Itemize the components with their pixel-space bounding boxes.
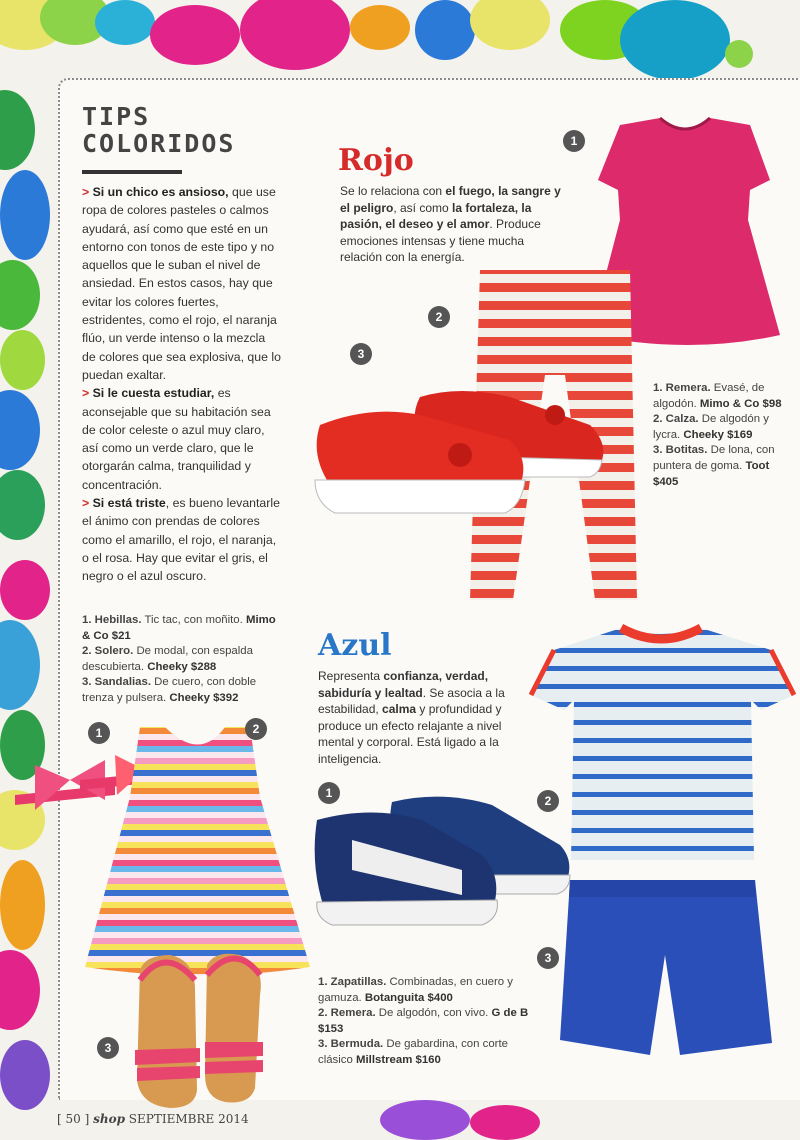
badge-1: 1 xyxy=(318,782,340,804)
badge-1: 1 xyxy=(88,722,110,744)
caption-item xyxy=(82,613,287,644)
caption-item xyxy=(318,975,533,1006)
page-footer: [ 50 ] shop SEPTIEMBRE 2014 xyxy=(57,1112,249,1126)
caption-number: 1. Remera. xyxy=(653,382,711,394)
caption-price: Millstream $160 xyxy=(356,1053,441,1066)
magazine-brand: shop xyxy=(93,1112,125,1126)
tip-text: es aconsejable que su habitación sea de color celeste o azul muy claro, así como un verde claro, que le otorgarán calma, tranquilidad y concentración. xyxy=(82,386,271,492)
badge-1: 1 xyxy=(563,130,585,152)
caption-price: Toot $405 xyxy=(653,459,770,488)
badge-3: 3 xyxy=(537,947,559,969)
caption-number: 2. Solero. xyxy=(82,645,134,658)
caption-price: Cheeky $392 xyxy=(169,691,239,704)
caption-desc: Evasé, de algodón. xyxy=(653,382,765,410)
rojo-text-bold: el fuego, la sangre y el peligro xyxy=(340,184,561,215)
caption-desc: De cuero, con doble trenza y pulsera. xyxy=(82,676,257,704)
caption-number: 3. Botitas. xyxy=(653,444,708,457)
caption-desc: De algodón, con vivo. xyxy=(375,1007,489,1020)
sandals-image xyxy=(125,950,275,1110)
caption-number: 3. Bermuda. xyxy=(318,1038,384,1051)
sneakers-image xyxy=(312,790,577,930)
rojo-text: . Produce emociones intensas y tiene mucha relación con la energía. xyxy=(340,217,541,265)
caption-item xyxy=(82,644,287,675)
tip-lead: Si está triste xyxy=(92,496,166,511)
azul-text: . Se asocia a la estabilidad, xyxy=(318,685,505,717)
badge-2: 2 xyxy=(245,718,267,740)
rojo-body xyxy=(340,183,565,266)
title-underline xyxy=(82,170,182,174)
tips-title-line1: TIPS xyxy=(82,102,151,131)
rojo-text-bold: la fortaleza, la pasión, el deseo y el amor xyxy=(340,200,532,232)
caption-desc: Combinadas, en cuero y gamuza. xyxy=(318,976,514,1004)
blue-shorts-image xyxy=(560,875,775,1060)
tip-lead: Si un chico es ansioso, xyxy=(92,185,229,199)
caption-price: Cheeky $288 xyxy=(147,660,217,673)
caption-item xyxy=(318,1006,533,1037)
caption-desc: De algodón y lycra. xyxy=(653,413,769,441)
azul-body xyxy=(318,668,523,768)
caption-item xyxy=(653,381,788,412)
caption-price: Mimo & Co $21 xyxy=(82,614,276,642)
caption-price: Cheeky $169 xyxy=(683,428,753,441)
tip-lead: Si le cuesta estudiar, xyxy=(92,386,215,401)
arrow-icon: > xyxy=(82,386,90,401)
caption-item xyxy=(82,675,287,706)
rojo-text: Se lo relaciona con xyxy=(340,184,446,198)
caption-desc: De gabardina, con corte clásico xyxy=(318,1038,508,1066)
azul-text: y profundidad y produce un efecto relajante a nivel mental y corporal. Está ligado a la inteligencia. xyxy=(318,702,502,766)
caption-number: 1. Hebillas. xyxy=(82,614,142,626)
caption-desc: Tic tac, con moñito. xyxy=(141,614,243,626)
arrow-icon: > xyxy=(82,185,90,199)
azul-text: Representa xyxy=(318,669,384,683)
badge-2: 2 xyxy=(537,790,559,812)
caption-desc: De lona, con puntera de goma. xyxy=(653,444,775,472)
caption-price: Mimo & Co $98 xyxy=(699,397,782,410)
left-caption xyxy=(82,613,287,707)
tips-title-line2: COLORIDOS xyxy=(82,129,236,158)
caption-desc: De modal, con espalda descubierta. xyxy=(82,645,253,673)
page-number: 50 xyxy=(65,1112,81,1126)
caption-item xyxy=(653,412,788,443)
tip-text: , es bueno levantarle el ánimo con prendas de colores como el amarillo, el rojo, el naranja, o el rosa. Hay que evitar el gris, el negro o el azul oscuro. xyxy=(82,496,280,584)
tips-title xyxy=(82,103,235,157)
tips-body xyxy=(82,183,282,586)
badge-2: 2 xyxy=(428,306,450,328)
azul-title: Azul xyxy=(318,628,392,663)
caption-number: 3. Sandalias. xyxy=(82,676,152,689)
rojo-text: , así como xyxy=(393,200,453,215)
tip-text: que use ropa de colores pasteles o calmos ayudará, así como que esté en un entorno con tonos de este tipo y no aquellos que le suban el nivel de ansiedad. En estos casos, hay que evitar los colores fuertes, estridentes, como el rojo, el naranja flúo, un verde intenso o la mezcla de colores que sea explosiva, que lo puedan exaltar. xyxy=(82,185,281,382)
caption-item xyxy=(318,1037,533,1068)
rojo-title: Rojo xyxy=(338,143,414,178)
caption-item xyxy=(653,443,788,490)
arrow-icon: > xyxy=(82,496,90,511)
azul-text-bold: calma xyxy=(382,702,417,717)
tips-paragraph xyxy=(82,384,282,494)
caption-price: Botanguita $400 xyxy=(364,991,453,1004)
azul-caption xyxy=(318,975,533,1069)
tips-paragraph xyxy=(82,494,282,585)
badge-3: 3 xyxy=(350,343,372,365)
caption-number: 2. Remera. xyxy=(318,1007,376,1020)
red-shoes-image xyxy=(310,385,610,520)
caption-number: 1. Zapatillas. xyxy=(318,976,387,988)
tips-paragraph xyxy=(82,183,282,384)
issue-date: SEPTIEMBRE 2014 xyxy=(128,1112,249,1126)
striped-dress-image xyxy=(85,722,315,977)
rojo-caption xyxy=(653,381,788,490)
azul-text-bold: confianza, verdad, sabiduría y lealtad xyxy=(318,669,489,700)
caption-number: 2. Calza. xyxy=(653,413,699,426)
badge-3: 3 xyxy=(97,1037,119,1059)
caption-price: G de B $153 xyxy=(318,1007,529,1035)
